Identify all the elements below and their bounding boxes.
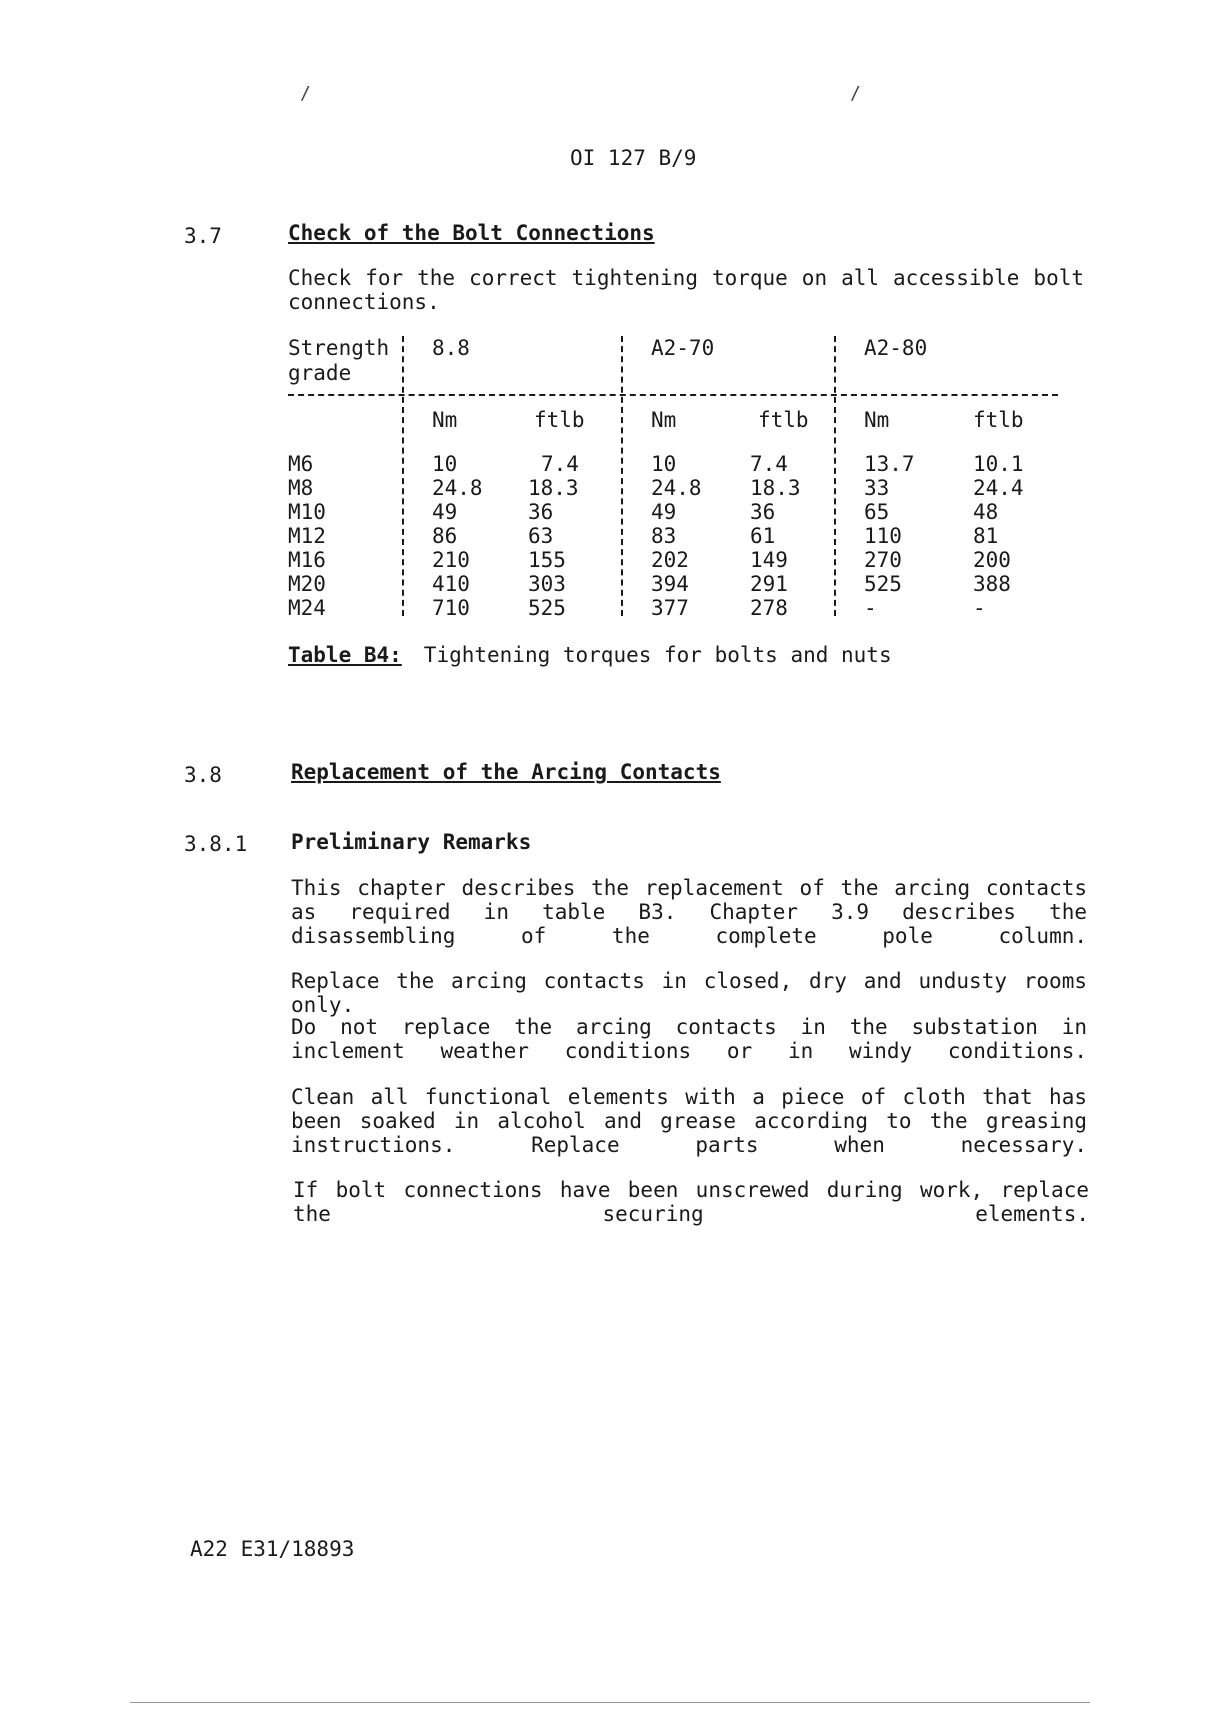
cell-8-8-ftlb: 36 [528,500,554,524]
unit-ftlb-a2-80: ftlb [973,408,1024,432]
cell-a2-80-ftlb: 24.4 [973,476,1024,500]
bolt-size: M16 [288,548,326,572]
bolt-size: M12 [288,524,326,548]
grade-label: grade [288,361,352,385]
group-heading-8-8: 8.8 [432,336,470,360]
cell-a2-70-ftlb: 278 [750,596,788,620]
cell-a2-70-ftlb: 291 [750,572,788,596]
cell-8-8-nm: 710 [432,596,470,620]
cell-a2-80-nm: 65 [864,500,890,524]
cell-a2-80-nm: 33 [864,476,890,500]
document-reference: OI 127 B/9 [570,146,697,170]
table-row [288,452,1058,476]
table-row [288,524,1058,548]
cell-a2-70-ftlb: 18.3 [750,476,801,500]
scan-mark: / [850,83,861,104]
cell-a2-80-nm: 525 [864,572,902,596]
cell-a2-70-nm: 83 [651,524,677,548]
table-caption-text: Tightening torques for bolts and nuts [423,643,892,667]
table-row [288,500,1058,524]
section-title-3-8: Replacement of the Arcing Contacts [291,760,721,784]
bolt-size: M24 [288,596,326,620]
bolt-size: M6 [288,452,314,476]
group-heading-a2-80: A2-80 [864,336,928,360]
cell-a2-70-ftlb: 36 [750,500,776,524]
cell-a2-70-nm: 394 [651,572,689,596]
section-3-7-intro: Check for the correct tightening torque on all accessible bolt connections. [288,266,1084,314]
cell-8-8-ftlb: 155 [528,548,566,572]
bottom-scan-line [130,1702,1090,1703]
section-title-3-7: Check of the Bolt Connections [288,221,655,245]
table-row [288,572,1058,596]
section-number-3-8: 3.8 [184,763,222,787]
cell-a2-80-ftlb: 48 [973,500,999,524]
bolt-size: M20 [288,572,326,596]
cell-8-8-nm: 86 [432,524,458,548]
paragraph: This chapter describes the replacement of the arcing contacts as required in table B3. Chapter 3.9 describes the disassembling of the complete pole column. [291,876,1087,948]
cell-a2-70-nm: 10 [651,452,677,476]
cell-8-8-ftlb: 63 [528,524,554,548]
unit-nm-a2-80: Nm [864,408,890,432]
group-heading-a2-70: A2-70 [651,336,715,360]
section-number-3-8-1: 3.8.1 [184,832,248,856]
cell-a2-70-ftlb: 149 [750,548,788,572]
table-row [288,476,1058,500]
cell-a2-80-nm: 13.7 [864,452,915,476]
cell-a2-70-ftlb: 61 [750,524,776,548]
cell-a2-70-nm: 202 [651,548,689,572]
paragraph: Replace the arcing contacts in closed, dry and undusty rooms only. [291,969,1087,1017]
cell-8-8-nm: 49 [432,500,458,524]
document-code: A22 E31/18893 [190,1537,355,1561]
cell-8-8-ftlb: 303 [528,572,566,596]
cell-8-8-nm: 410 [432,572,470,596]
scan-mark: / [300,83,311,104]
cell-8-8-nm: 24.8 [432,476,483,500]
cell-a2-80-ftlb: 81 [973,524,999,548]
table-row [288,548,1058,572]
bolt-size: M10 [288,500,326,524]
cell-a2-80-ftlb: 388 [973,572,1011,596]
cell-a2-70-ftlb: 7.4 [750,452,788,476]
cell-a2-80-nm: - [864,596,877,620]
paragraph: Do not replace the arcing contacts in the substation in inclement weather conditions or in windy conditions. [291,1015,1087,1063]
bolt-size: M8 [288,476,314,500]
unit-ftlb-a2-70: ftlb [758,408,809,432]
cell-8-8-nm: 210 [432,548,470,572]
cell-8-8-nm: 10 [432,452,458,476]
unit-nm-8-8: Nm [432,408,458,432]
cell-a2-70-nm: 24.8 [651,476,702,500]
cell-8-8-ftlb: 525 [528,596,566,620]
cell-a2-80-ftlb: 200 [973,548,1011,572]
cell-8-8-ftlb: 18.3 [528,476,579,500]
table-caption-label: Table B4: [288,643,402,667]
section-number-3-7: 3.7 [184,224,222,248]
cell-a2-70-nm: 49 [651,500,677,524]
strength-label: Strength [288,336,390,360]
cell-a2-80-nm: 110 [864,524,902,548]
cell-a2-80-nm: 270 [864,548,902,572]
cell-a2-80-ftlb: 10.1 [973,452,1024,476]
table-caption [288,643,892,667]
cell-a2-80-ftlb: - [973,596,986,620]
paragraph: Clean all functional elements with a piece of cloth that has been soaked in alcohol and grease according to the greasing instructions. Replace parts when necessary. [291,1085,1087,1157]
section-title-3-8-1: Preliminary Remarks [291,830,532,854]
unit-nm-a2-70: Nm [651,408,677,432]
unit-ftlb-8-8: ftlb [534,408,585,432]
cell-a2-70-nm: 377 [651,596,689,620]
table-row [288,596,1058,620]
paragraph: If bolt connections have been unscrewed during work, replace the securing elements. [293,1178,1089,1226]
cell-8-8-ftlb: 7.4 [541,452,579,476]
